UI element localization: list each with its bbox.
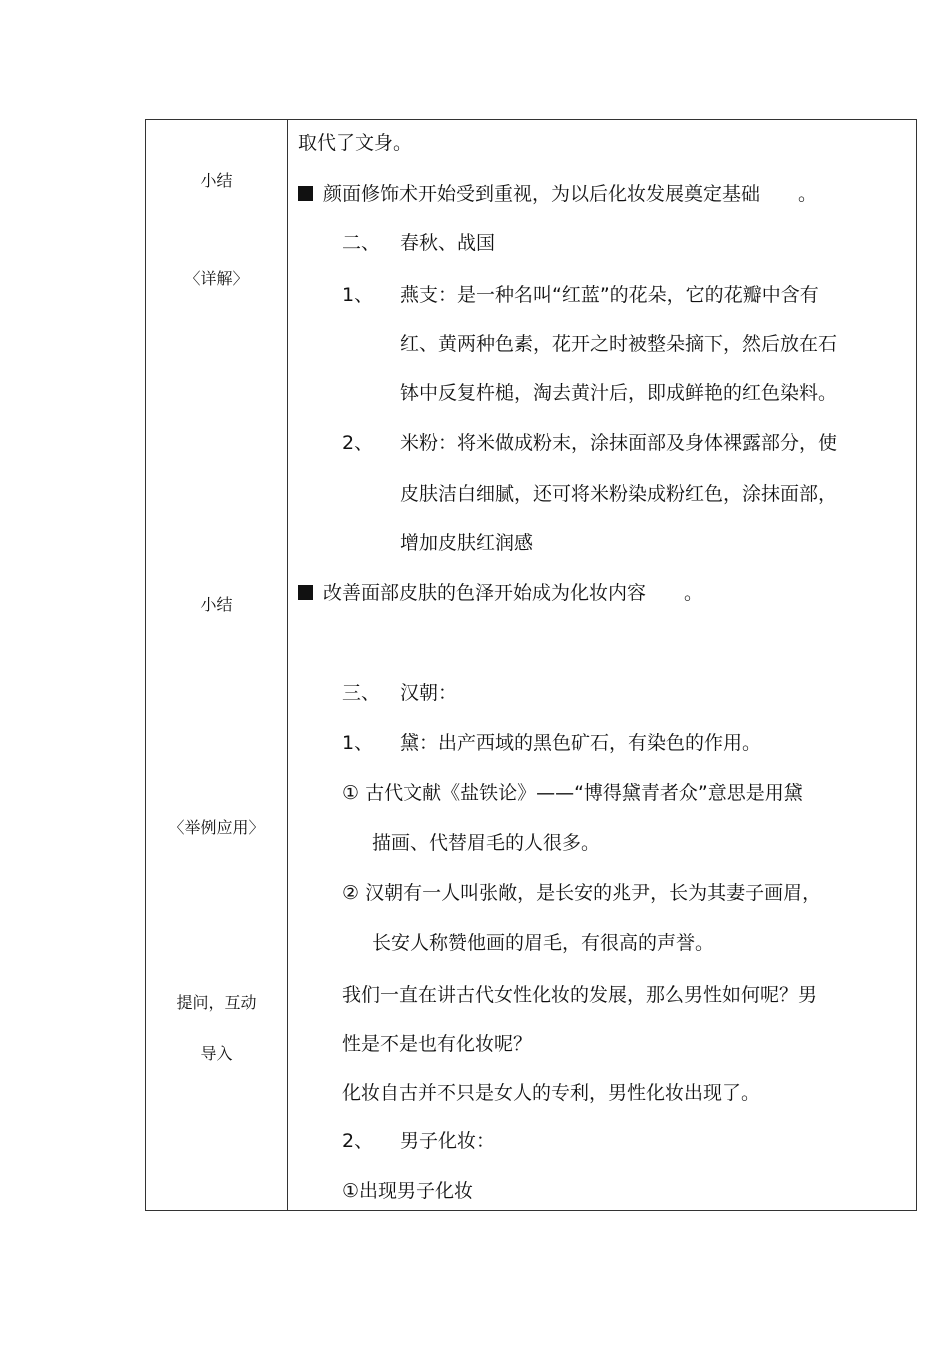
han-item-dai: 黛：出产西域的黑色矿石，有染色的作用。	[400, 732, 762, 754]
summary-bullet-1	[298, 181, 817, 207]
section-title-han: 汉朝：	[400, 682, 458, 704]
example-1-line-2: 描画、代替眉毛的人很多。	[372, 832, 601, 854]
section-title-spring-autumn: 春秋、战国	[400, 232, 496, 254]
summary-bullet-2	[298, 580, 703, 606]
item-yanzhi-line-2: 红、黄两种色素，花开之时被整朵摘下，然后放在石	[400, 333, 838, 355]
example-2-line-1: ② 汉朝有一人叫张敞，是长安的兆尹，长为其妻子画眉，	[342, 882, 822, 904]
item-mifen-line-1: 米粉：将米做成粉末，涂抹面部及身体裸露部分，使	[400, 432, 838, 454]
item-yanzhi-line-3: 钵中反复杵槌，淘去黄汁后，即成鲜艳的红色染料。	[400, 382, 838, 404]
label-explanation: 〈详解〉	[184, 269, 249, 288]
question-line-1: 我们一直在讲古代女性化妆的发展，那么男性如何呢？男	[342, 984, 818, 1006]
label-question-interaction: 提问，互动	[176, 993, 257, 1012]
han-item-number-1: 1、	[342, 732, 374, 754]
label-introduction: 导入	[200, 1044, 233, 1063]
statement-line: 化妆自古并不只是女人的专利，男性化妆出现了。	[342, 1082, 761, 1104]
section-number-3: 三、	[342, 682, 381, 704]
example-2-line-2: 长安人称赞他画的眉毛，有很高的声誉。	[372, 932, 715, 954]
han-item-male-makeup: 男子化妆：	[400, 1130, 496, 1152]
question-line-2: 性是不是也有化妆呢？	[342, 1033, 533, 1055]
square-bullet-icon	[298, 186, 313, 201]
item-mifen-line-3: 增加皮肤红润感	[400, 532, 534, 554]
square-bullet-icon	[298, 585, 313, 600]
summary-text-1: 颜面修饰术开始受到重视，为以后化妆发展奠定基础 。	[323, 183, 818, 205]
summary-text-2: 改善面部皮肤的色泽开始成为化妆内容 。	[323, 582, 704, 604]
item-mifen-line-2: 皮肤洁白细腻，还可将米粉染成粉红色，涂抹面部，	[400, 483, 838, 505]
item-yanzhi-line-1: 燕支：是一种名叫“红蓝”的花朵，它的花瓣中含有	[400, 284, 819, 306]
text-line: 取代了文身。	[298, 132, 413, 154]
label-summary-2: 小结	[200, 595, 233, 614]
column-divider	[287, 119, 288, 1211]
label-summary-1: 小结	[200, 171, 233, 190]
label-example-application: 〈举例应用〉	[168, 818, 265, 837]
item-number-2: 2、	[342, 432, 374, 454]
item-number-1: 1、	[342, 284, 374, 306]
han-item-number-2: 2、	[342, 1130, 374, 1152]
section-number-2: 二、	[342, 232, 381, 254]
male-makeup-subitem: ①出现男子化妆	[342, 1180, 474, 1202]
example-1-line-1: ① 古代文献《盐铁论》——“博得黛青者众”意思是用黛	[342, 782, 803, 804]
